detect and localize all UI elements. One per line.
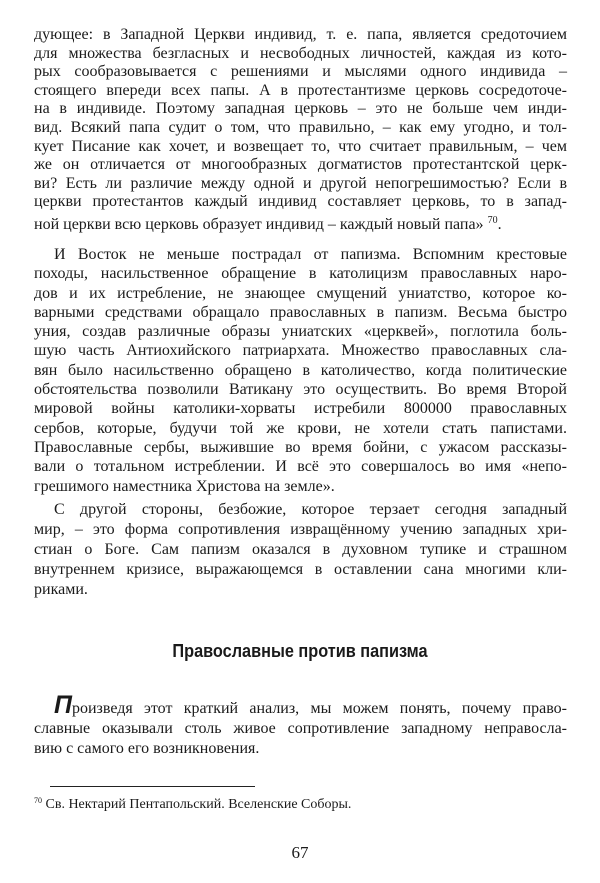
text-line — [34, 691, 567, 719]
section-paragraph — [34, 691, 567, 759]
footnote — [34, 796, 351, 813]
text-line-content: походы, насильственное обращение в католицизм православных наро- — [34, 265, 567, 283]
text-line-content: стиан о Боге. Сам папизм оказался в духовном тупике и страшном — [34, 541, 567, 558]
text-line-content: варными средствами обращало православных в папизм. Весьма быстро — [34, 303, 567, 321]
text-line — [34, 719, 567, 739]
text-line-content: вию с самого его возникновения. — [34, 740, 260, 757]
paragraph-continuation — [34, 26, 567, 235]
text-line — [34, 361, 567, 380]
text-line — [34, 457, 567, 476]
text-line-content: обстоятельства позволили Ватикану это осуществить. Во время Второй — [34, 381, 567, 399]
text-line — [34, 63, 567, 82]
text-line — [34, 477, 567, 496]
text-line — [34, 284, 567, 303]
text-line-content: церкви протестантов каждый индивид составляет церковь, то в запад- — [34, 193, 567, 211]
text-line-content: шую часть Антиохийского патриархата. Множество православных сла- — [34, 342, 567, 360]
text-line-content: кует Писание как хочет, и возвещает то, что считает правильным, – чем — [34, 137, 567, 155]
text-line-content: дов и их истребление, не знающее смущений униатство, которое ко- — [34, 284, 567, 302]
text-line-content: риками. — [34, 581, 88, 598]
text-line-content: стоящего впереди всех папы. А в протестантизме церковь сосредоточе- — [34, 81, 567, 99]
page-number: 67 — [291, 843, 309, 862]
text-line-content: И Восток не меньше пострадал от папизма. Вспомним крестовые — [54, 246, 567, 263]
text-line-content: мир, – это форма сопротивления извращённому учению западных хри- — [34, 521, 567, 538]
text-line-content: мировой войны католики-хорваты истребили 800000 православных — [34, 400, 567, 418]
text-line — [34, 399, 567, 418]
footnote-reference[interactable]: 70 — [487, 214, 498, 226]
text-line-content: ной церкви всю церковь образует индивид – каждый новый папа» — [34, 215, 484, 233]
text-line-content: славные оказывали столь живое сопротивление западному неправосла- — [34, 720, 567, 737]
text-line-content: дующее: в Западной Церкви индивид, т. е. папа, является средоточием — [34, 26, 567, 43]
text-line-content: вян было насильственно обращено в католичество, когда политические — [34, 361, 567, 379]
text-line — [34, 419, 567, 438]
text-line-content: для множества безгласных и несвободных личностей, каждая из кото- — [34, 44, 567, 62]
text-line — [34, 26, 567, 45]
text-line — [34, 540, 567, 560]
text-line — [34, 193, 567, 212]
text-line — [34, 580, 567, 600]
text-line: ной церкви всю церковь образует индивид – каждый новый папа» $^{70}$. — [34, 214, 502, 233]
footnote-divider — [50, 786, 255, 787]
text-line-content: уния, создав различные образы униатских «церквей», поглотила боль- — [34, 323, 567, 341]
text-line-content: на в индивиде. Поэтому западная церковь – это не больше чем инди- — [34, 100, 567, 118]
text-line — [34, 45, 567, 64]
text-line-content: вид. Всякий папа судит о том, что правильно, – как ему угодно, и тол- — [34, 118, 567, 136]
text-line — [34, 322, 567, 341]
text-line-content: вали о тотальном истреблении. И всё это совершалось во имя «непо- — [34, 458, 567, 476]
text-line — [34, 739, 567, 759]
text-line-content: внутреннем кризисе, выражающемся в оставлении сана многими кли- — [34, 561, 567, 578]
text-line — [34, 438, 567, 457]
text-line — [34, 264, 567, 283]
text-line-content: грешимого наместника Христова на земле». — [34, 477, 335, 495]
section-heading: Православные против папизма — [172, 640, 428, 661]
text-line — [34, 500, 567, 520]
text-line — [34, 303, 567, 322]
footnote-number: 70 — [34, 796, 42, 805]
text-line — [34, 156, 567, 175]
text-line — [34, 560, 567, 580]
text-line — [34, 341, 567, 360]
text-line-content: же он отличается от многообразных догматистов протестантской церк- — [34, 156, 567, 174]
text-line — [34, 138, 567, 157]
text-line — [34, 245, 567, 264]
drop-cap: П — [54, 691, 72, 719]
text-line-content: С другой стороны, безбожие, которое терзает сегодня западный — [54, 501, 567, 518]
text-line — [34, 100, 567, 119]
text-line-content: сербов, которые, будучи той же крови, не хотели стать папистами. — [34, 419, 567, 437]
text-line — [34, 520, 567, 540]
text-line-content: ви? Есть ли различие между одной и другой непогрешимостью? Если в — [34, 174, 567, 192]
paragraph-atheism — [34, 500, 567, 600]
footnote-text: Св. Нектарий Пентапольский. Вселенские Соборы. — [45, 797, 352, 812]
text-line — [34, 82, 567, 101]
text-line — [34, 175, 567, 194]
text-line — [34, 380, 567, 399]
text-line-content: роизведя этот краткий анализ, мы можем понять, почему право- — [71, 700, 567, 717]
text-line-content: рых сообразовывается с решениями и мыслями одного индивида – — [34, 63, 567, 81]
text-line — [34, 119, 567, 138]
text-line-content: Православные сербы, выжившие во время бойни, с ужасом рассказы- — [34, 438, 567, 456]
paragraph-east — [34, 245, 567, 496]
